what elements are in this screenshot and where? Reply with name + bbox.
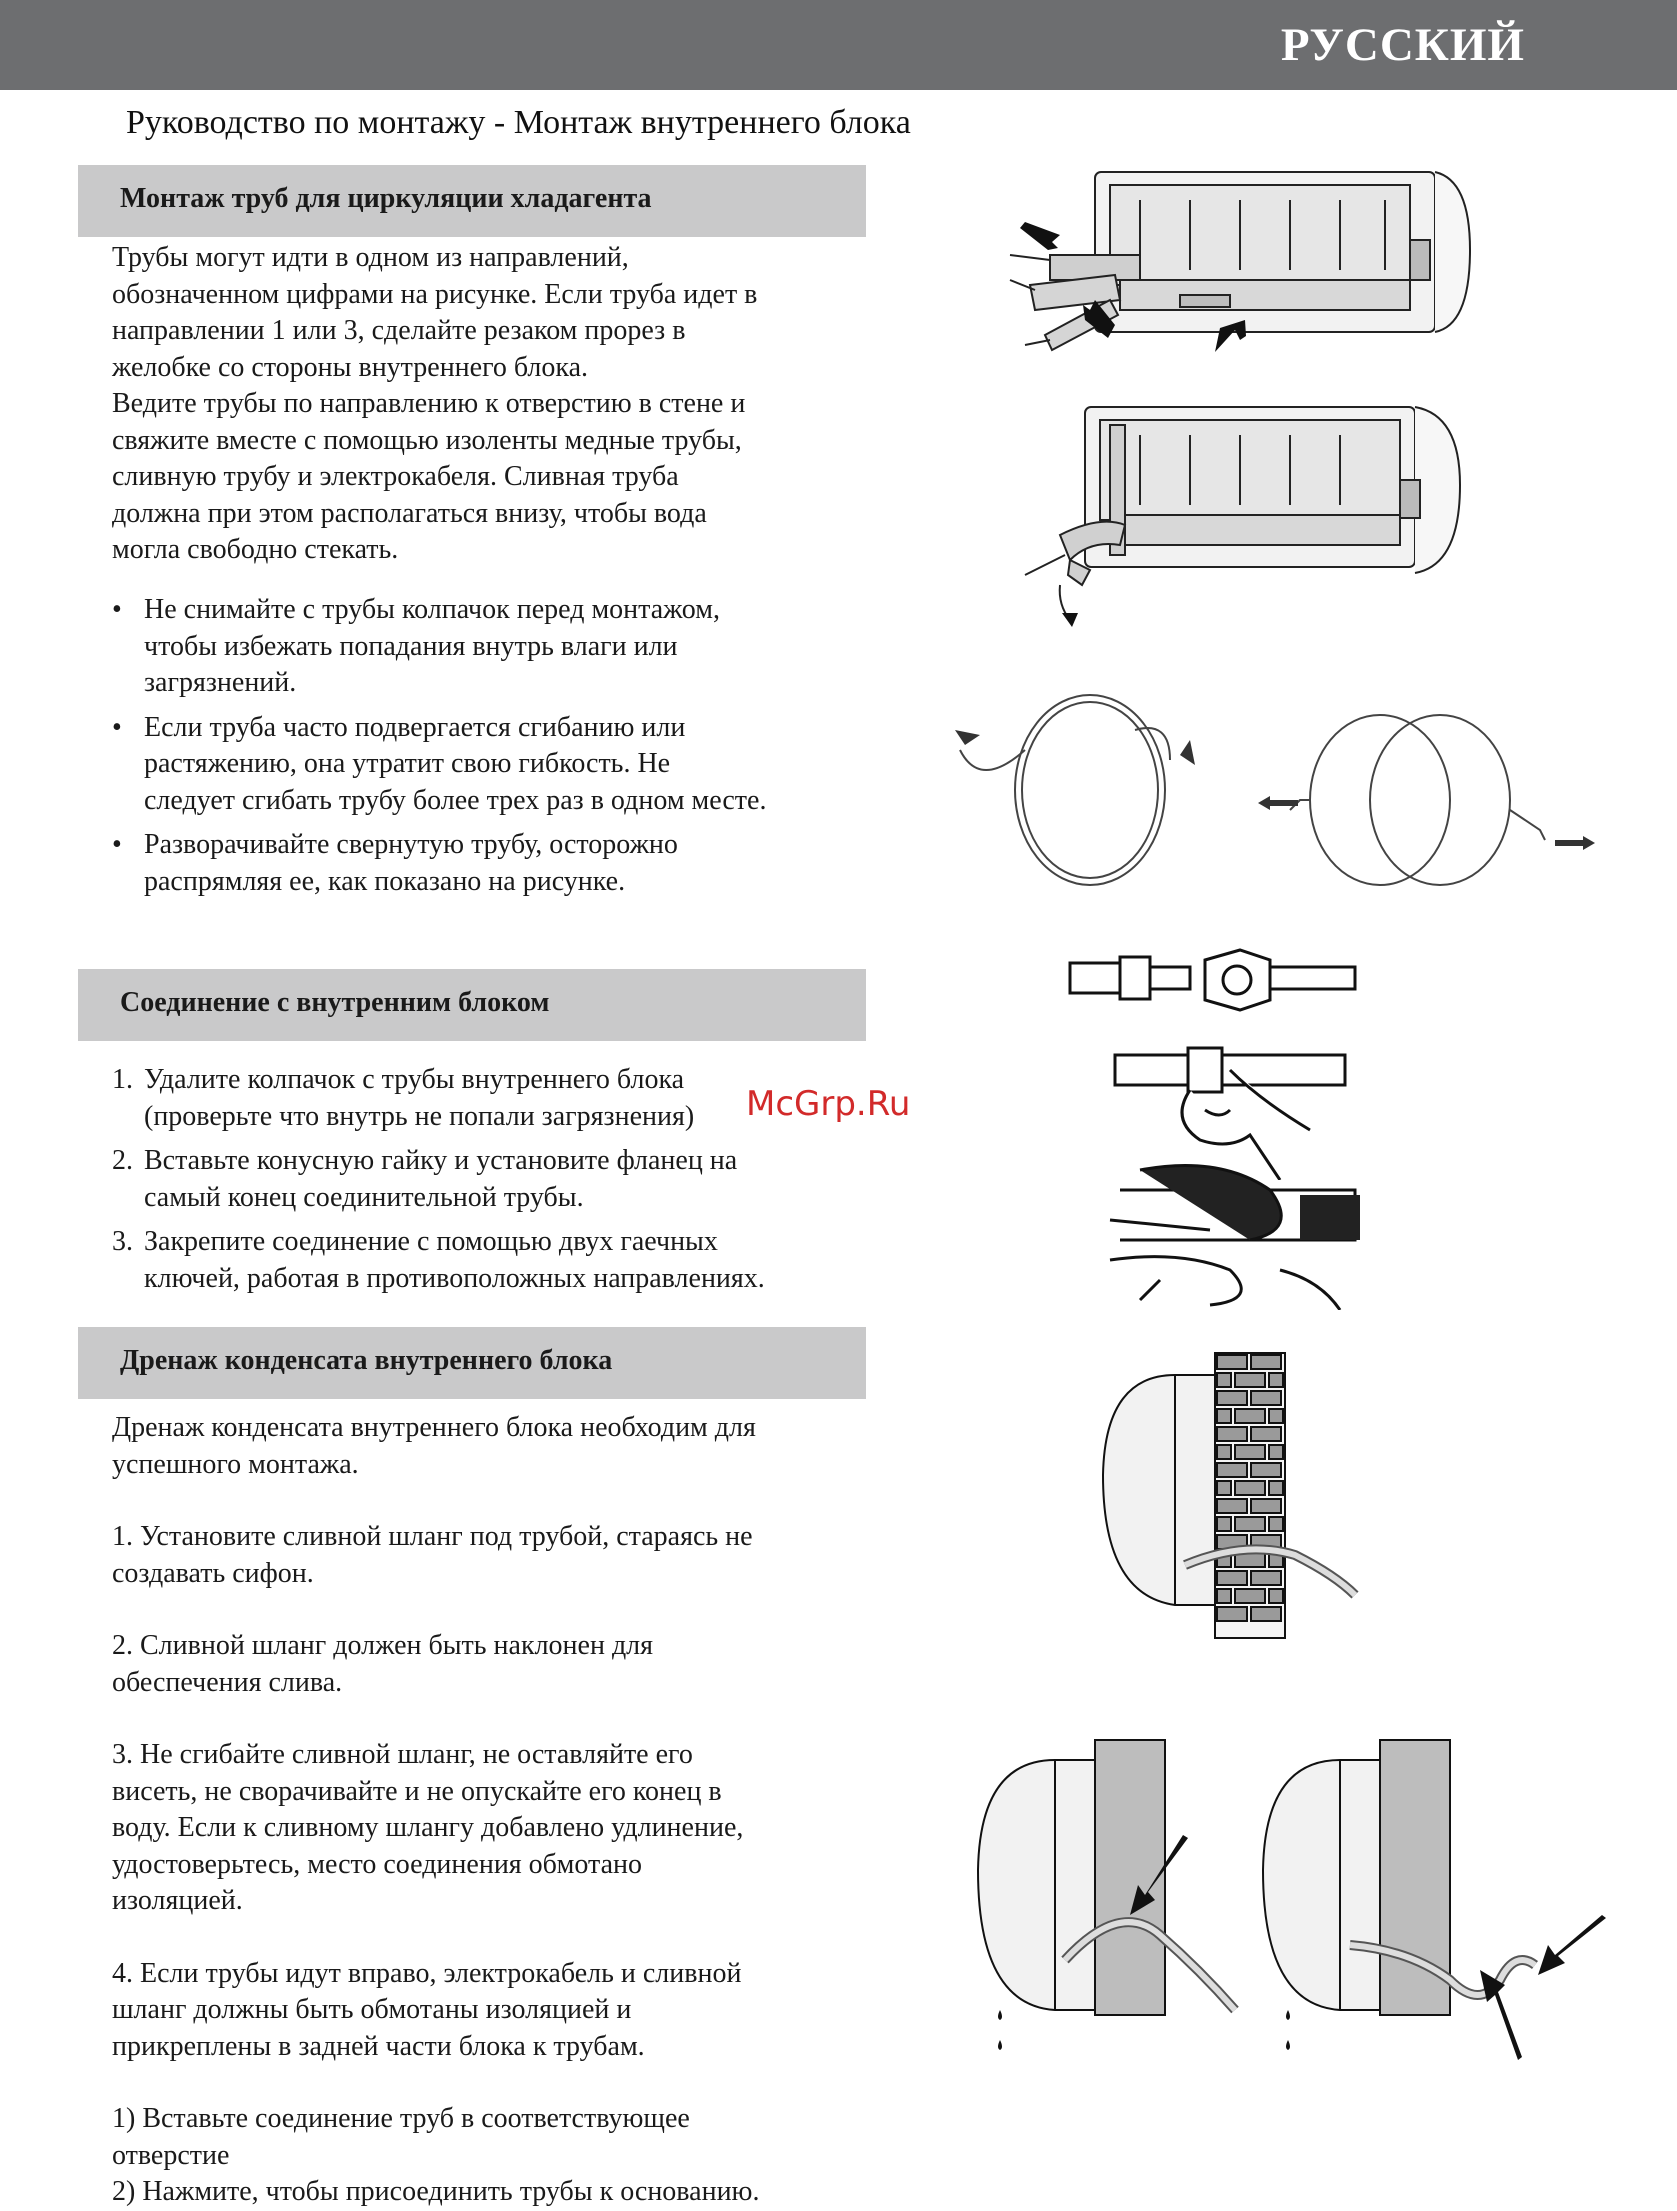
paragraph xyxy=(112,1956,872,2066)
paragraph xyxy=(112,2101,872,2211)
text-line: изоляцией. xyxy=(112,1885,243,1916)
language-label: РУССКИЙ xyxy=(1280,19,1525,71)
section-heading-text: Соединение с внутренним блоком xyxy=(120,987,550,1018)
watermark: McGrp.Ru xyxy=(746,1084,911,1124)
figure-drain-hose-incorrect xyxy=(970,1720,1620,2070)
list-item xyxy=(112,1143,872,1216)
text-line: следует сгибать трубу более трех раз в одном месте. xyxy=(144,784,767,816)
text-line: воду. Если к сливному шлангу добавлено удлинение, xyxy=(112,1812,744,1843)
text-line: удостоверьтесь, место соединения обмотано xyxy=(112,1848,642,1880)
text-line: висеть, не сворачивайте и не опускайте его конец в xyxy=(112,1775,722,1807)
text-line: 1) Вставьте соединение труб в соответствующее xyxy=(112,2103,690,2134)
section-heading-text: Монтаж труб для циркуляции хладагента xyxy=(120,183,652,214)
list-item xyxy=(112,710,872,820)
bullet-marker: • xyxy=(112,711,122,743)
figure-two-wrenches xyxy=(1100,1160,1370,1310)
text-line: обеспечения слива. xyxy=(112,1666,343,1698)
section-heading-indoor-connection xyxy=(78,969,866,1041)
bullet-marker: • xyxy=(112,829,122,860)
text-line: ключей, работая в противоположных направлениях. xyxy=(144,1262,765,1294)
text-line: Вставьте конусную гайку и установите фланец на xyxy=(144,1145,738,1176)
step-number: 2. xyxy=(112,1145,133,1176)
text-line: успешного монтажа. xyxy=(112,1448,359,1480)
paragraph xyxy=(112,1628,872,1701)
header-bar xyxy=(0,0,1677,90)
text-line: могла свободно стекать. xyxy=(112,534,399,565)
text-line: (проверьте что внутрь не попали загрязнения) xyxy=(144,1100,695,1132)
section-heading-refrigerant-pipes xyxy=(78,165,866,237)
text-line: загрязнений. xyxy=(144,667,297,698)
figure-pipe-directions xyxy=(990,160,1490,370)
text-line: отверстие xyxy=(112,2139,230,2171)
text-line: направлении 1 или 3, сделайте резаком прорез в xyxy=(112,315,686,346)
figure-drain-hose-wall xyxy=(1095,1345,1365,1645)
text-line: желобке со стороны внутреннего блока. xyxy=(112,351,588,383)
text-line: шланг должны быть обмотаны изоляцией и xyxy=(112,1994,632,2025)
text-line: свяжите вместе с помощью изоленты медные трубы, xyxy=(112,424,742,456)
text-line: Удалите колпачок с трубы внутреннего блока xyxy=(144,1064,685,1095)
figure-hand-tighten xyxy=(1110,1040,1350,1180)
paragraph xyxy=(112,1737,872,1920)
text-line: самый конец соединительной трубы. xyxy=(144,1181,584,1213)
figure-taped-pipes xyxy=(990,395,1470,635)
text-line: Трубы могут идти в одном из направлений, xyxy=(112,242,629,273)
step-number: 3. xyxy=(112,1226,133,1257)
text-line: 4. Если трубы идут вправо, электрокабель и сливной xyxy=(112,1957,742,1989)
text-line: должна при этом располагаться внизу, чтобы вода xyxy=(112,497,707,529)
paragraph xyxy=(112,1519,872,1592)
text-line: растяжению, она утратит свою гибкость. Не xyxy=(144,748,671,779)
list-item xyxy=(112,592,872,702)
bullet-marker: • xyxy=(112,594,122,625)
text-line: сливную трубу и электрокабеля. Сливная труба xyxy=(112,461,679,492)
text-line: создавать сифон. xyxy=(112,1557,314,1589)
text-line: Ведите трубы по направлению к отверстию в стене и xyxy=(112,388,746,419)
section1-text xyxy=(112,240,872,569)
figure-coiled-pipe xyxy=(940,670,1600,910)
text-line: 1. Установите сливной шланг под трубой, стараясь не xyxy=(112,1521,753,1552)
section3-text xyxy=(112,1410,872,2211)
text-line: распрямляя ее, как показано на рисунке. xyxy=(144,865,626,897)
list-item xyxy=(112,1224,872,1297)
list-item xyxy=(112,827,872,900)
text-line: 2. Сливной шланг должен быть наклонен для xyxy=(112,1630,654,1661)
text-line: Закрепите соединение с помощью двух гаечных xyxy=(144,1226,718,1257)
page-title: Руководство по монтажу - Монтаж внутреннего блока xyxy=(126,104,911,141)
text-line: Разворачивайте свернутую трубу, осторожно xyxy=(144,829,678,860)
section-heading-text: Дренаж конденсата внутреннего блока xyxy=(120,1345,613,1376)
text-line: 3. Не сгибайте сливной шланг, не оставляйте его xyxy=(112,1739,693,1770)
step-number: 1. xyxy=(112,1064,133,1095)
figure-flare-fitting xyxy=(1065,945,1365,1015)
text-line: обозначенном цифрами на рисунке. Если труба идет в xyxy=(112,278,758,310)
text-line: Не снимайте с трубы колпачок перед монтажом, xyxy=(144,594,720,625)
text-line: чтобы избежать попадания внутрь влаги или xyxy=(144,630,678,662)
section-heading-condensate-drain xyxy=(78,1327,866,1399)
text-line: Если труба часто подвергается сгибанию или xyxy=(144,711,686,743)
text-line: Дренаж конденсата внутреннего блока необходим для xyxy=(112,1412,756,1443)
text-line: 2) Нажмите, чтобы присоединить трубы к основанию. xyxy=(112,2176,760,2207)
text-line: прикреплены в задней части блока к трубам. xyxy=(112,2030,645,2062)
section1-bullet-list xyxy=(112,592,872,908)
paragraph xyxy=(112,1410,872,1483)
